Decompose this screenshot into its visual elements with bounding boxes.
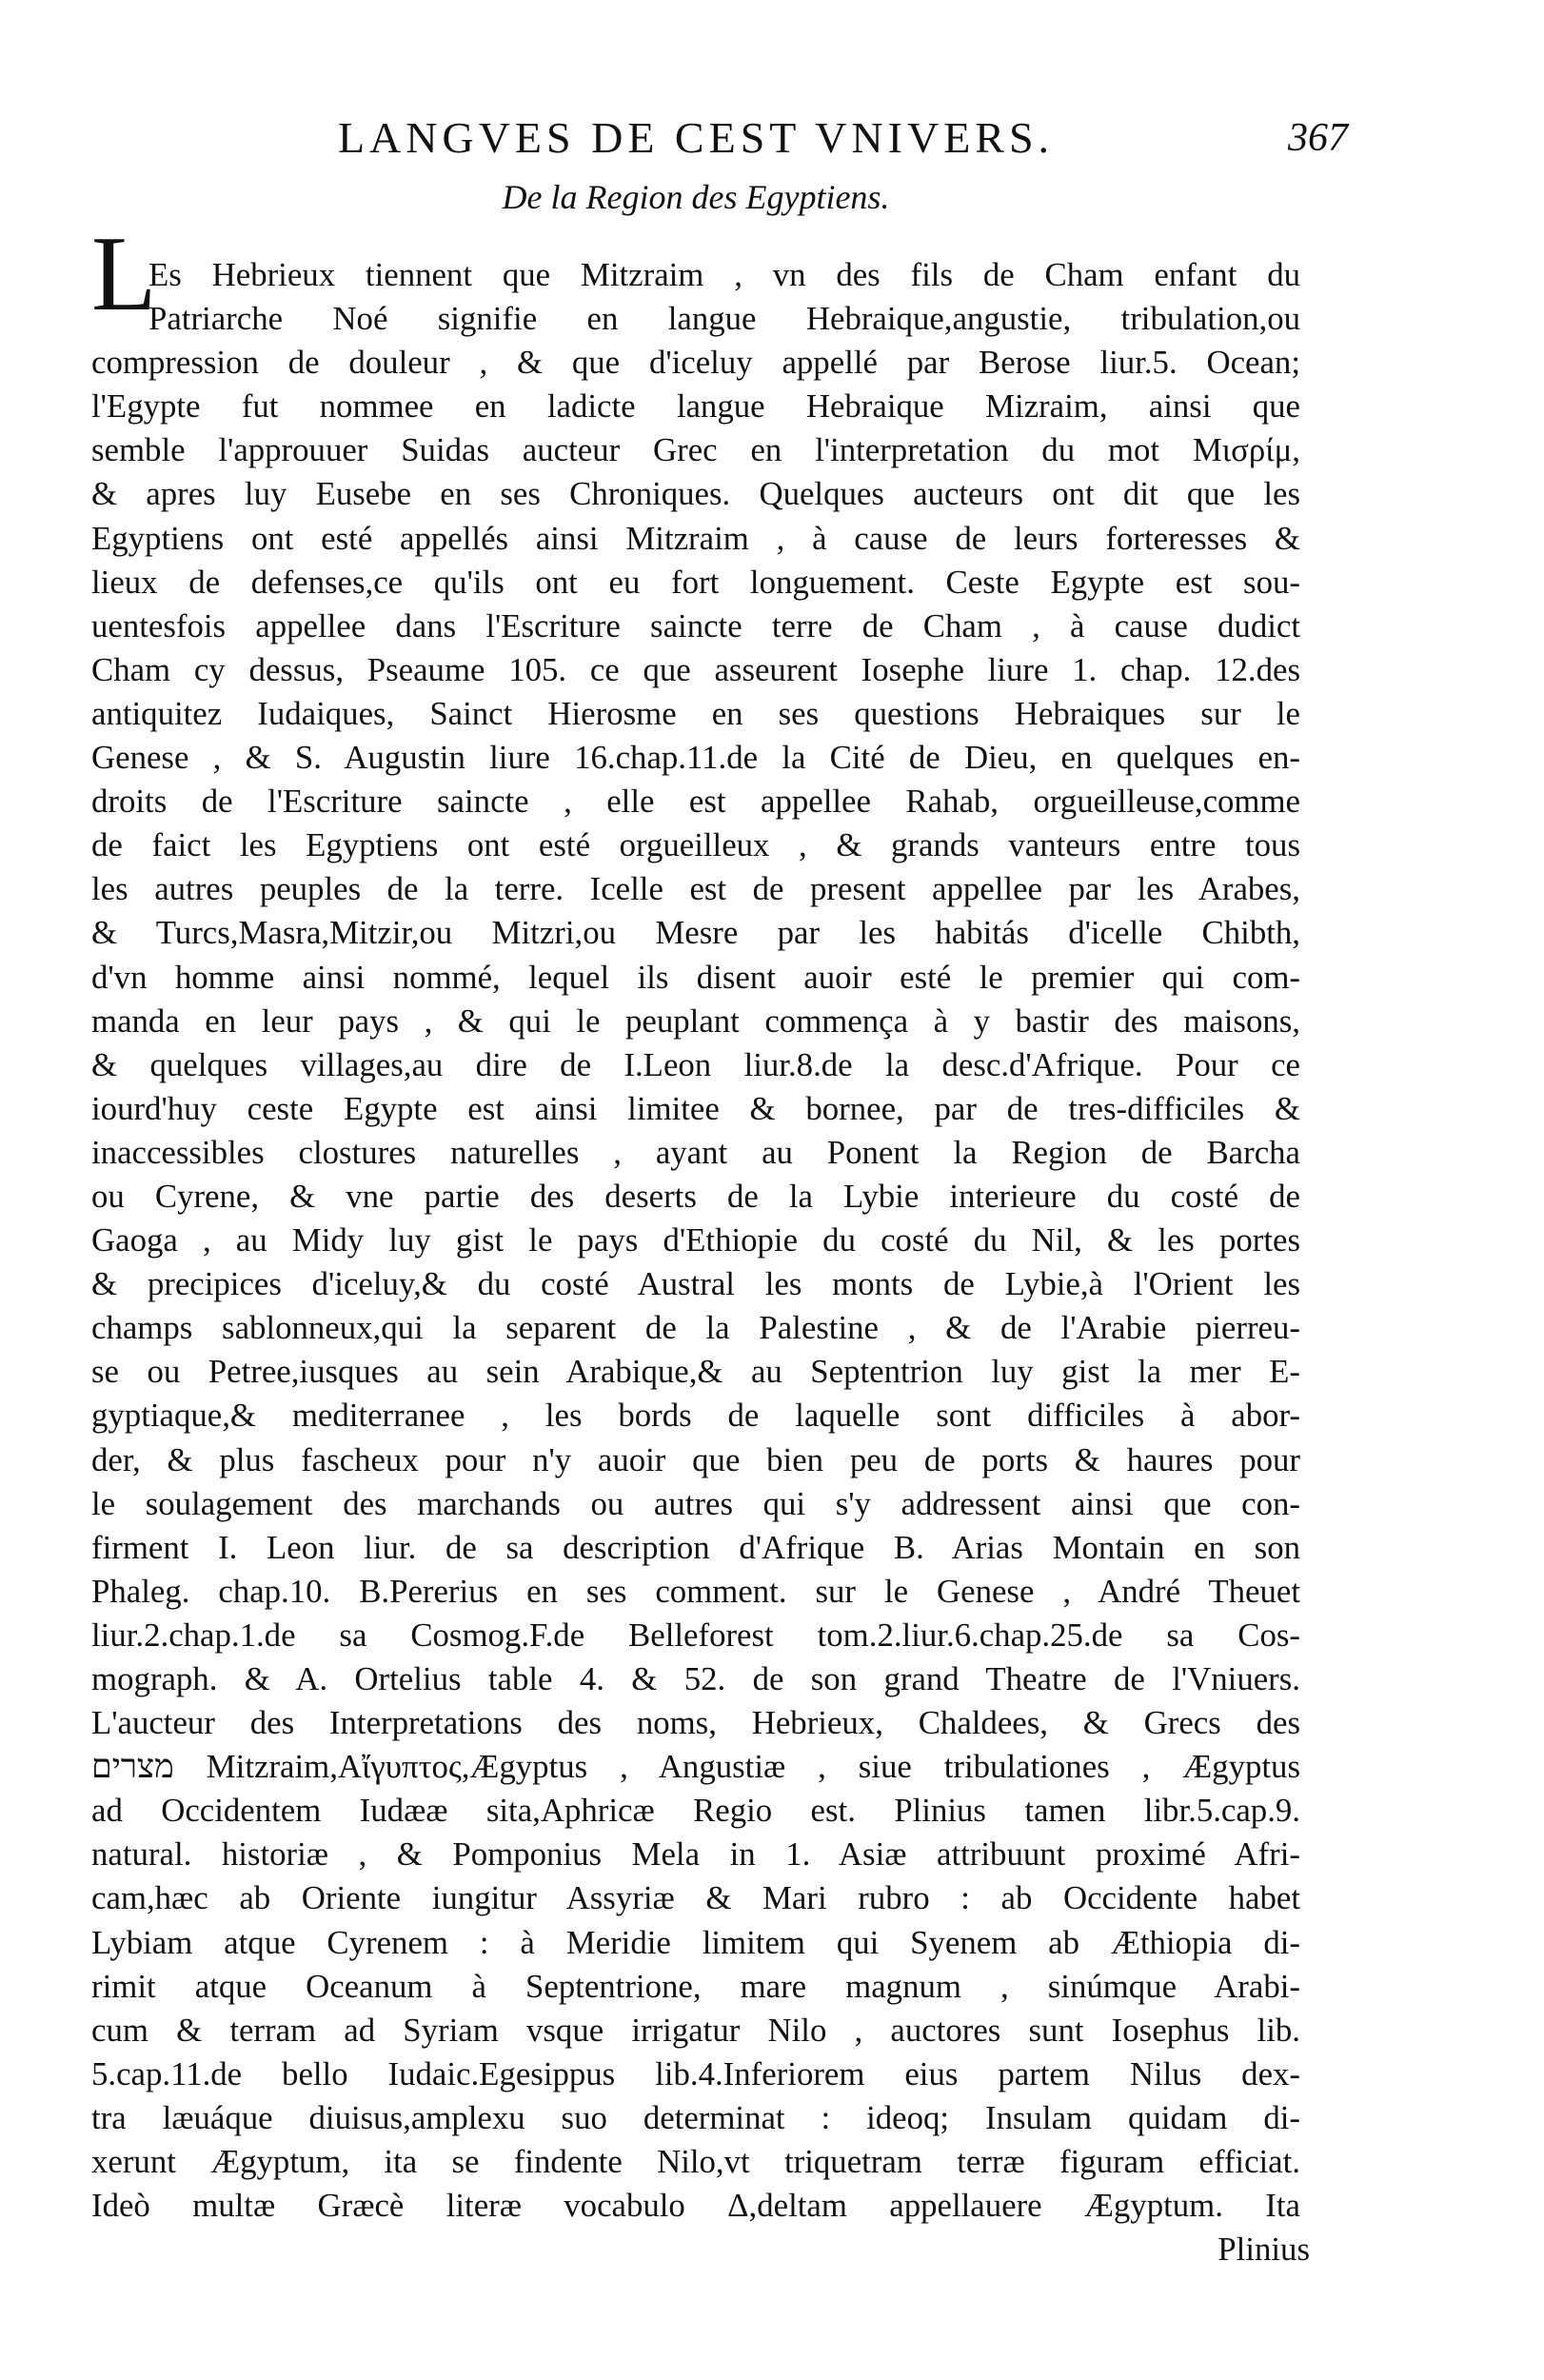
text-line: antiquitez Iudaiques, Sainct Hierosme en ses questions Hebraiques sur le bbox=[91, 694, 1300, 732]
text-line: & quelques villages,au dire de I.Leon liur.8.de la desc.d'Afrique. Pour ce bbox=[91, 1045, 1300, 1083]
text-line: se ou Petree,iusques au sein Arabique,& au Septentrion luy gist la mer E- bbox=[91, 1353, 1300, 1391]
text-line: der, & plus fascheux pour n'y auoir que bien peu de ports & haures pour bbox=[91, 1440, 1300, 1478]
body-text bbox=[91, 253, 1300, 2228]
text-line: inaccessibles clostures naturelles , ayant au Ponent la Region de Barcha bbox=[91, 1133, 1300, 1171]
text-line: manda en leur pays , & qui le peuplant commença à y bastir des maisons, bbox=[91, 1002, 1300, 1040]
text-line: & precipices d'iceluy,& du costé Austral les monts de Lybie,à l'Orient les bbox=[91, 1265, 1300, 1303]
text-line: Gaoga , au Midy luy gist le pays d'Ethiopie du costé du Nil, & les portes bbox=[91, 1221, 1300, 1259]
text-line: Ideò multæ Græcè literæ vocabulo Δ,deltam appellauere Ægyptum. Ita bbox=[91, 2187, 1300, 2225]
text-line: Phaleg. chap.10. B.Pererius en ses comment. sur le Genese , André Theuet bbox=[91, 1572, 1300, 1610]
text-line: gyptiaque,& mediterranee , les bords de laquelle sont difficiles à abor- bbox=[91, 1397, 1300, 1435]
text-line: semble l'approuuer Suidas aucteur Grec en l'interpretation du mot Μισρίμ, bbox=[91, 431, 1300, 469]
text-line: Lybiam atque Cyrenem : à Meridie limitem qui Syenem ab Æthiopia di- bbox=[91, 1923, 1300, 1961]
text-line: liur.2.chap.1.de sa Cosmog.F.de Belleforest tom.2.liur.6.chap.25.de sa Cos- bbox=[91, 1616, 1300, 1654]
section-title: De la Region des Egyptiens. bbox=[502, 178, 890, 216]
text-line: champs sablonneux,qui la separent de la Palestine , & de l'Arabie pierreu- bbox=[91, 1309, 1300, 1347]
text-line: מצרים Mitzraim,Αἴγυπτος,Ægyptus , Angustiæ , siue tribulationes , Ægyptus bbox=[91, 1748, 1300, 1786]
text-line: l'Egypte fut nommee en ladicte langue Hebraique Mizraim, ainsi que bbox=[91, 387, 1300, 426]
drop-cap: L bbox=[91, 215, 157, 333]
page-number: 367 bbox=[1288, 116, 1348, 160]
text-line: rimit atque Oceanum à Septentrione, mare magnum , sinúmque Arabi- bbox=[91, 1967, 1300, 2005]
text-line: uentesfois appellee dans l'Escriture saincte terre de Cham , à cause dudict bbox=[91, 606, 1300, 645]
text-line: Patriarche Noé signifie en langue Hebraique,angustie, tribulation,ou bbox=[148, 300, 1300, 338]
text-line: de faict les Egyptiens ont esté orgueilleux , & grands vanteurs entre tous bbox=[91, 826, 1300, 864]
text-line: mograph. & A. Ortelius table 4. & 52. de son grand Theatre de l'Vniuers. bbox=[91, 1660, 1300, 1697]
text-line: cum & terram ad Syriam vsque irrigatur Nilo , auctores sunt Iosephus lib. bbox=[91, 2011, 1300, 2049]
text-line: ad Occidentem Iudææ sita,Aphricæ Regio est. Plinius tamen libr.5.cap.9. bbox=[91, 1792, 1300, 1830]
text-line: natural. historiæ , & Pomponius Mela in 1. Asiæ attribuunt proximé Afri- bbox=[91, 1835, 1300, 1874]
text-line: firment I. Leon liur. de sa description d'Afrique B. Arias Montain en son bbox=[91, 1528, 1300, 1566]
text-line: cam,hæc ab Oriente iungitur Assyriæ & Mari rubro : ab Occidente habet bbox=[91, 1879, 1300, 1917]
text-line: d'vn homme ainsi nommé, lequel ils disent auoir esté le premier qui com- bbox=[91, 958, 1300, 996]
text-line: Genese , & S. Augustin liure 16.chap.11.de la Cité de Dieu, en quelques en- bbox=[91, 739, 1300, 777]
catchword: Plinius bbox=[1217, 2231, 1310, 2269]
text-line: Es Hebrieux tiennent que Mitzraim , vn des fils de Cham enfant du bbox=[148, 256, 1300, 293]
text-line: Cham cy dessus, Pseaume 105. ce que asseurent Iosephe liure 1. chap. 12.des bbox=[91, 650, 1300, 688]
text-line: Egyptiens ont esté appellés ainsi Mitzraim , à cause de leurs forteresses & bbox=[91, 519, 1300, 557]
running-head bbox=[91, 105, 1348, 171]
text-line: xerunt Ægyptum, ita se findente Nilo,vt triquetram terræ figuram efficiat. bbox=[91, 2143, 1300, 2181]
text-line: le soulagement des marchands ou autres qui s'y addressent ainsi que con- bbox=[91, 1484, 1300, 1522]
text-line: lieux de defenses,ce qu'ils ont eu fort longuement. Ceste Egypte est sou- bbox=[91, 563, 1300, 601]
text-line: droits de l'Escriture saincte , elle est appellee Rahab, orgueilleuse,comme bbox=[91, 783, 1300, 821]
text-line: & apres luy Eusebe en ses Chroniques. Quelques aucteurs ont dit que les bbox=[91, 475, 1300, 513]
text-line: les autres peuples de la terre. Icelle est de present appellee par les Arabes, bbox=[91, 870, 1300, 908]
text-line: L'aucteur des Interpretations des noms, Hebrieux, Chaldees, & Grecs des bbox=[91, 1704, 1300, 1742]
text-line: compression de douleur , & que d'iceluy appellé par Berose liur.5. Ocean; bbox=[91, 344, 1300, 382]
running-title: LANGVES DE CEST VNIVERS. bbox=[337, 113, 1055, 162]
text-line: iourd'huy ceste Egypte est ainsi limitee & bornee, par de tres-difficiles & bbox=[91, 1089, 1300, 1127]
text-line: & Turcs,Masra,Mitzir,ou Mitzri,ou Mesre par les habitás d'icelle Chibth, bbox=[91, 914, 1300, 952]
text-line: tra læuáque diuisus,amplexu suo determinat : ideoq; Insulam quidam di- bbox=[91, 2098, 1300, 2136]
text-line: 5.cap.11.de bello Iudaic.Egesippus lib.4.Inferiorem eius partem Nilus dex- bbox=[91, 2054, 1300, 2092]
book-page bbox=[91, 105, 1348, 2271]
text-line: ou Cyrene, & vne partie des deserts de la Lybie interieure du costé de bbox=[91, 1177, 1300, 1215]
